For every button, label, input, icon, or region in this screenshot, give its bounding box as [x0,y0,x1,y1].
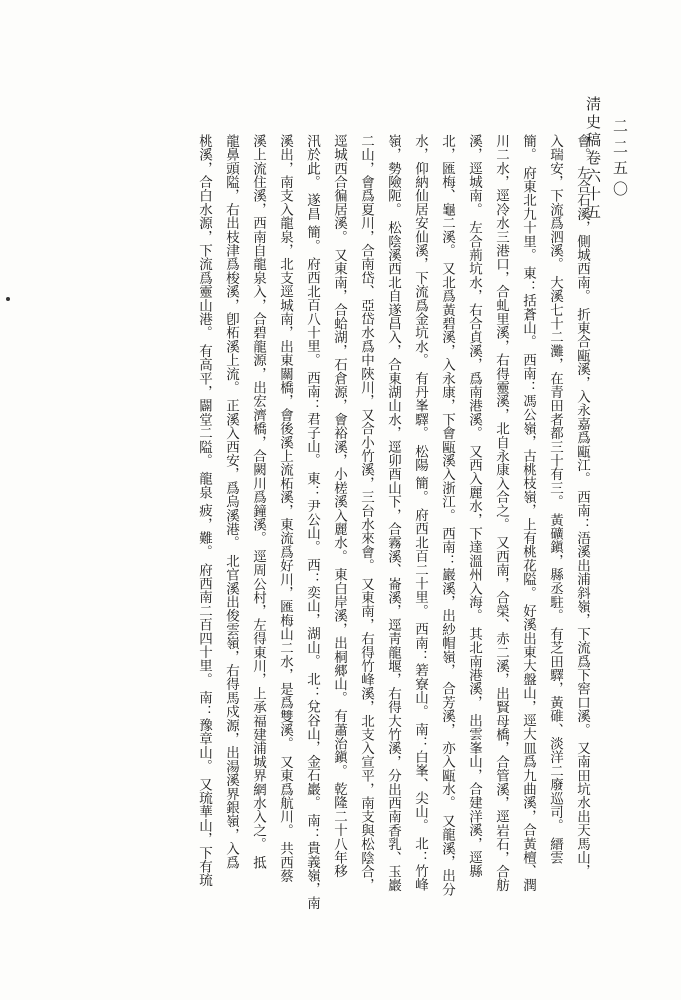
page-number: 二二五〇 [611,118,629,202]
text-body [190,134,595,974]
text-column: 川二水，逕冷水三港口，合虬里溪，右得靈溪，北自永康入合之。 又西南，合榮、赤二溪，出賢母橋，合管溪，逕岩石，合舫 [493,134,509,892]
text-column: 溪，逕城南。 左合荊坑水，右合貞溪，爲南港溪。 又西入麗水，下達溫州入海。 其北南港溪， 出雲峯山，合建洋溪，逕縣 [466,134,482,879]
text-column: 逕城西合徧居溪。 又東南，合蛤湖，石倉源，會裕溪，小槎溪入麗水。 東白岸溪，出桐郷山。 有蕭治鎭。 乾隆二十八年移 [331,134,347,879]
text-column: 嶺，勢險阨。 松陰溪西北自遂昌入，合東湖山水，逕卯酉山下，合霧溪、崙溪，逕靑龍堰，右得大竹溪，分出西南香乳、玉巖 [385,134,401,892]
text-column: 北，匯梅、龜二溪。 又北爲黃碧溪，入永康，下會甌溪入浙江。 西南：巖溪，出紗帽嶺， 合芳溪， 亦入甌水。 又龍溪，出分 [439,134,455,897]
text-column: 龍鼻頭隘，右出枝津爲梭溪，卽柘溪上流。 正溪入西安，爲烏溪港。 北官溪出俊雲嶺，右得馬戍源，出湯溪界銀嶺，入爲 [223,134,239,870]
text-column: 溪上流住溪，西南自龍泉入，合碧龍源，出宏濟橋，合闕川爲鐘溪。 逕周公村，左得東川，上承福建浦城界網水入之。 抵 [250,134,266,870]
text-column: 汛於此。 遂昌 簡。 府西北百八十里。 西南：君子山。 東：尹公山。 西：奕山，湖山。 北：兌谷山，金石巖。 南：貴義嶺，南 [304,134,320,910]
text-column: 水，仰納仙居安仙溪，下流爲金坑水。 有丹峯驛。 松陽 簡。 府西北百二十里。 西南：箬寮山。 南：白峯、尖山。 北：竹峰 [412,134,428,892]
text-column: 溪出，南支入龍泉，北支逕城南，出東關橋，會後溪上流柘溪，東流爲好川，匯梅山二水，是爲雙溪。 又東爲航川。 共西蔡 [277,134,293,883]
binding-hole-mark [6,297,10,301]
text-column: 桃溪，合白水源，下流爲靈山港。 有高平，闢堂二隘。 龍泉 疲，難。 府西南二百四十里。 南：豫章山。 又琉華山，下有琉 [196,134,212,888]
text-column: 入瑞安，下流爲泗溪。 大溪七十二灘，在青田者都三十有三。 黃礦鎭，縣丞駐。 有芝田驛，黃碓、淡洋二廢巡司。 縉雲 [547,134,563,865]
text-column: 會。 左合石溪，側城西南。 折東合甌溪，入永嘉爲甌江。 西南：浯溪出浦斜嶺，下流爲下窖口溪。 又南田坑水出天馬山， [574,134,590,879]
text-column: 簡。 府東北九十里。 東：括蒼山。 西南：馮公嶺，古桃枝嶺，上有桃花隘。 好溪出東大盤山，逕大皿爲九曲溪，合黃檀、潤 [520,134,536,892]
text-column: 二山，會爲夏川，合南岱、亞岱水爲中陝川，又合小竹溪，三台水來會。 又東南，右得竹峰溪，北支入宣平，南支與松陰合， [358,134,374,892]
running-title: 淸史稿卷六十五 [584,96,602,222]
